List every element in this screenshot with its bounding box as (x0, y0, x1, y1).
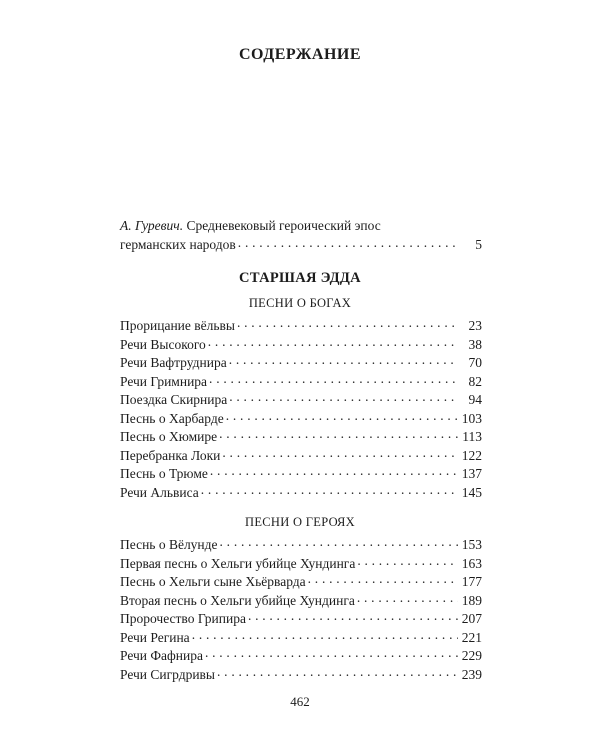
dot-leader (219, 427, 458, 441)
toc-entry-page: 137 (461, 466, 482, 481)
toc-entry-title: Песнь о Хюмире (120, 429, 218, 444)
dot-leader (226, 409, 458, 423)
toc-entry-title: Песнь о Харбарде (120, 410, 224, 426)
dot-leader (210, 464, 458, 478)
toc-entry-title: Песнь о Хельги сыне Хьёрварда (120, 574, 306, 589)
toc-entry-page: 103 (461, 410, 482, 426)
toc-entry (120, 572, 482, 591)
toc-entry-page: 113 (462, 429, 482, 444)
toc-entry (120, 353, 482, 372)
dot-leader (237, 316, 458, 330)
toc-entry-page: 122 (461, 447, 482, 463)
toc-entry-page: 221 (461, 629, 482, 645)
dot-leader (201, 483, 458, 497)
toc-entry-title: Речи Регина (120, 629, 190, 645)
intro-line-1 (120, 216, 482, 235)
gods-toc-list (120, 316, 482, 501)
dot-leader (222, 446, 458, 460)
toc-entry-page: 82 (468, 373, 482, 389)
dot-leader (220, 535, 458, 549)
toc-entry-title: Речи Фафнира (120, 648, 203, 663)
toc-entry-page: 207 (461, 611, 482, 626)
toc-entry-page: 94 (468, 392, 482, 407)
toc-entry-title: Перебранка Локи (120, 447, 221, 463)
heroes-heading: ПЕСНИ О ГЕРОЯХ (245, 515, 355, 529)
toc-entry-page: 38 (468, 336, 482, 352)
toc-entry-page: 163 (461, 555, 482, 571)
dot-leader (209, 372, 458, 386)
toc-entry (120, 372, 482, 391)
gods-heading: ПЕСНИ О БОГАХ (248, 296, 352, 310)
dot-leader (192, 628, 458, 642)
toc-entry-page: 177 (461, 574, 482, 589)
dot-leader (217, 665, 458, 679)
dot-leader (308, 572, 458, 586)
page-number-footer: 462 (290, 694, 310, 709)
toc-entry-page: 239 (461, 666, 482, 682)
toc-entry (120, 335, 482, 354)
dot-leader (248, 609, 458, 623)
toc-entry (120, 535, 482, 554)
dot-leader (229, 353, 458, 367)
dot-leader (208, 335, 458, 349)
dot-leader (357, 554, 458, 568)
toc-entry (120, 628, 482, 647)
toc-entry (120, 446, 482, 465)
toc-entry-title: Речи Высокого (120, 336, 206, 352)
toc-entry (120, 646, 482, 665)
section-title: СТАРШАЯ ЭДДА (239, 270, 361, 286)
toc-entry-title: Поездка Скирнира (120, 392, 228, 407)
intro-title-part-2: германских народов (120, 237, 236, 252)
dot-leader (238, 235, 458, 249)
toc-entry (120, 427, 482, 446)
toc-entry (120, 390, 482, 409)
toc-entry (120, 483, 482, 502)
dot-leader (357, 591, 458, 605)
toc-entry-title: Речи Альвиса (120, 484, 199, 500)
toc-entry-title: Прорицание вёльвы (120, 318, 235, 333)
intro-entry (120, 216, 482, 254)
toc-entry-page: 23 (468, 318, 482, 333)
toc-entry-page: 145 (461, 484, 482, 500)
toc-entry (120, 591, 482, 610)
heroes-toc-list (120, 535, 482, 683)
page-title: СОДЕРЖАНИЕ (238, 46, 362, 63)
toc-entry (120, 554, 482, 573)
toc-entry-title: Пророчество Грипира (120, 611, 246, 626)
toc-entry-title: Вторая песнь о Хельги убийце Хундинга (120, 592, 355, 608)
toc-entry-title: Речи Вафтруднира (120, 355, 227, 370)
intro-line-2 (120, 235, 482, 254)
toc-entry (120, 316, 482, 335)
toc-entry (120, 464, 482, 483)
toc-entry-page: 70 (468, 355, 482, 370)
toc-entry-page: 153 (461, 537, 482, 552)
toc-entry (120, 665, 482, 684)
toc-entry-title: Песнь о Трюме (120, 466, 208, 481)
toc-entry-title: Первая песнь о Хельги убийце Хундинга (120, 555, 356, 571)
dot-leader (205, 646, 458, 660)
toc-entry-page: 229 (461, 648, 482, 663)
toc-entry (120, 609, 482, 628)
dot-leader (229, 390, 458, 404)
toc-entry (120, 409, 482, 428)
intro-title-part-1: Средневековый героический эпос (183, 218, 381, 233)
intro-page-number: 5 (475, 237, 482, 252)
toc-entry-title: Речи Гримнира (120, 373, 208, 389)
toc-entry-page: 189 (461, 592, 482, 608)
toc-entry-title: Песнь о Вёлунде (120, 537, 218, 552)
intro-author: А. Гуревич. (120, 218, 184, 233)
toc-entry-title: Речи Сигрдривы (120, 666, 216, 682)
